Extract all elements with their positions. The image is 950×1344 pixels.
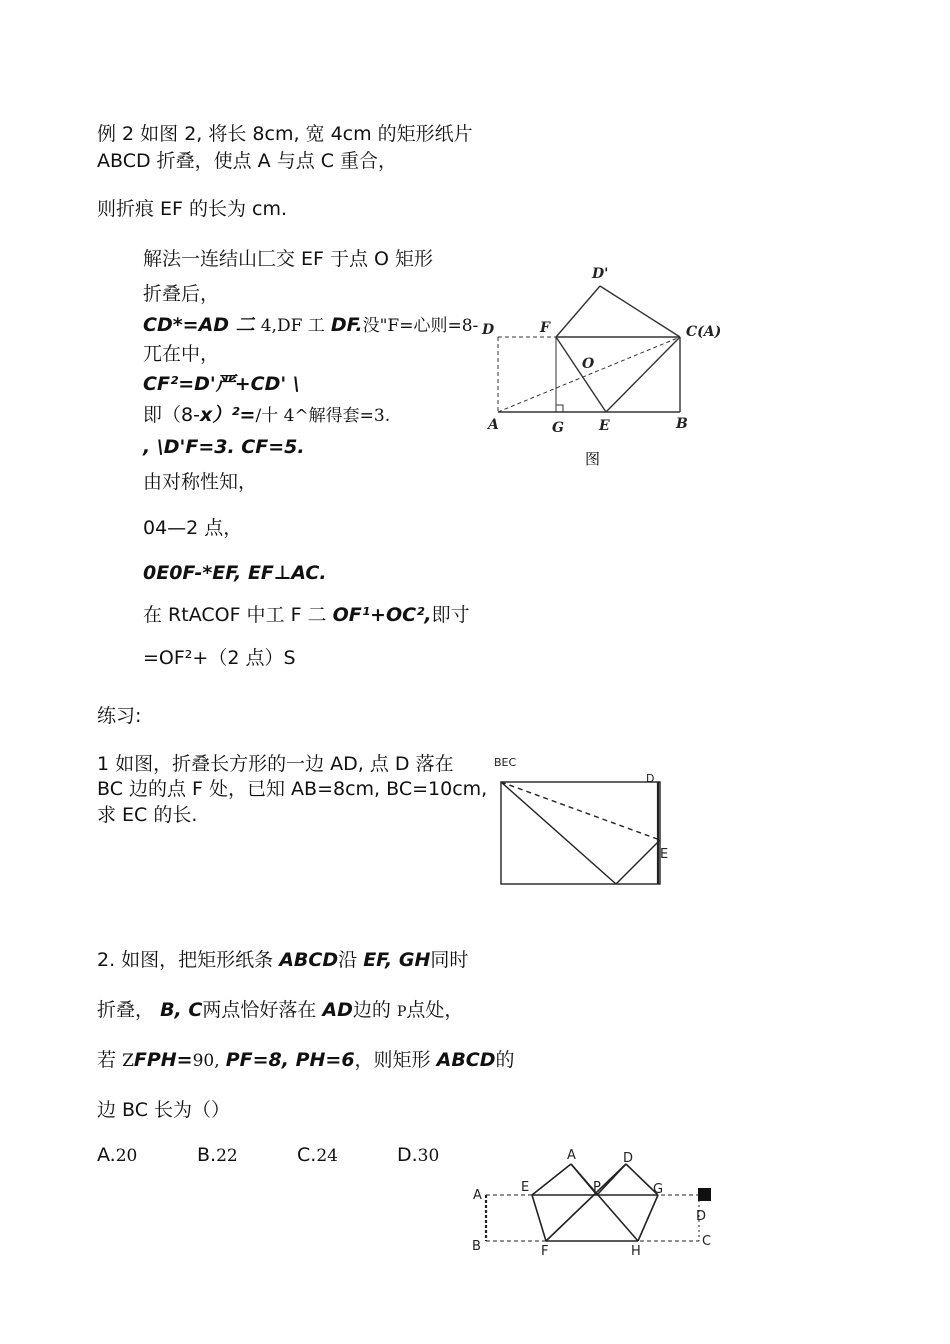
solution-line3-c: DF.: [330, 314, 363, 336]
solution-line11-a: 在 RtACOF 中工 F 二: [143, 604, 327, 626]
solution-line3-b: 4,DF 工: [260, 316, 325, 336]
example2-line2: ABCD 折叠，使点 A 与点 C 重合，: [97, 150, 398, 172]
fig1-label-a: A: [488, 417, 499, 433]
option-b-letter: B.: [197, 1144, 217, 1166]
fig3-label-b: B: [472, 1239, 481, 1254]
fig3-label-d-top: D: [623, 1151, 634, 1166]
option-d-value: 30: [417, 1146, 440, 1166]
practice-heading: 练习:: [97, 705, 142, 727]
option-a-value: 20: [115, 1146, 138, 1166]
q2-line3-a: 若: [97, 1049, 117, 1071]
option-c-value: 24: [316, 1146, 338, 1166]
fig3-label-c: C: [702, 1234, 712, 1249]
q2-line1-e: 同时: [430, 949, 469, 971]
q2-line2-c: 两点恰好落在: [202, 999, 317, 1021]
solution-line3-d: 没"F=心则=8-: [362, 316, 479, 336]
q1-line3: 求 EC 的长.: [97, 804, 198, 826]
solution-line12: =OF²+（2 点）S: [143, 647, 296, 669]
q2-line1-c: 沿: [338, 949, 358, 971]
q2-line1-a: 2. 如图，把矩形纸条: [97, 949, 274, 971]
fig3-label-a-top: A: [567, 1148, 576, 1163]
fig3-label-p: P: [593, 1180, 601, 1195]
solution-line2: 折叠后，: [143, 283, 220, 305]
figure-2-diagram: [490, 752, 680, 892]
option-b: [197, 1143, 238, 1168]
option-d-letter: D.: [397, 1144, 418, 1166]
solution-line6-a: 即（8-: [143, 404, 200, 426]
option-a: [97, 1143, 137, 1168]
fig1-label-o: O: [582, 356, 595, 372]
q2-line2-g: 点处，: [406, 999, 464, 1021]
fig3-label-f: F: [541, 1244, 549, 1259]
fig2-label-d: D: [646, 772, 655, 785]
q2-line2: [97, 998, 463, 1024]
q2-line1-b: ABCD: [279, 949, 339, 971]
solution-line1: 解法一连结山匚交 EF 于点 O 矩形: [143, 248, 434, 270]
solution-line3-a: CD*=AD 二: [143, 314, 255, 336]
figure-1-diagram: [480, 262, 740, 472]
q2-line1: [97, 948, 468, 972]
example2-line1: 例 2 如图 2, 将长 8cm, 宽 4cm 的矩形纸片: [97, 123, 473, 145]
q2-line2-d: AD: [322, 999, 353, 1021]
fig3-label-a-left: A: [473, 1188, 482, 1203]
q2-line3-c: FPH=: [133, 1049, 193, 1071]
q2-line4: 边 BC 长为（）: [97, 1099, 231, 1121]
solution-line6-c: /十 4^解得套=3.: [255, 406, 391, 426]
q2-line3-b: Z: [122, 1051, 134, 1071]
solution-line11-b: OF¹+OC²,: [332, 604, 432, 626]
q2-line3-g: ABCD: [436, 1049, 496, 1071]
solution-line9: 04—2 点，: [143, 517, 243, 539]
fig3-label-h: H: [631, 1244, 641, 1259]
fig3-label-d-right: D: [696, 1209, 707, 1224]
fig1-label-ca: C(A): [686, 324, 722, 340]
solution-line11-c: 即寸: [431, 604, 470, 626]
q2-line3-d: 90,: [192, 1051, 220, 1071]
q2-line3-h: 的: [495, 1049, 515, 1071]
fig3-label-g: G: [653, 1182, 664, 1197]
q2-line2-e: 边的: [352, 999, 391, 1021]
q2-line2-a: 折叠，: [97, 999, 155, 1021]
fig2-label-bec: BEC: [494, 756, 517, 769]
solution-line10: 0E0F-*EF, EF⊥AC.: [143, 562, 327, 584]
q1-line1: 1 如图，折叠长方形的一边 AD, 点 D 落在: [97, 753, 454, 775]
option-c-letter: C.: [297, 1144, 317, 1166]
fig1-label-b: B: [676, 416, 688, 432]
figure-3-diagram: [466, 1142, 726, 1267]
solution-line11: [143, 603, 470, 627]
fig1-label-g: G: [552, 420, 564, 436]
option-d: [397, 1143, 439, 1168]
q2-line3-e: PF=8, PH=6: [225, 1049, 355, 1071]
black-square-marker: [698, 1188, 711, 1201]
fig1-label-e: E: [599, 418, 610, 434]
option-a-letter: A.: [97, 1144, 116, 1166]
fig1-caption: 图: [585, 450, 601, 468]
fig3-label-e: E: [521, 1180, 530, 1195]
q2-line3: [97, 1048, 515, 1073]
option-b-value: 22: [216, 1146, 238, 1166]
fig1-label-dprime: D': [592, 266, 609, 282]
fig1-label-f: F: [540, 320, 550, 336]
q2-line1-d: EF, GH: [363, 949, 431, 971]
example2-line3: 则折痕 EF 的长为 cm.: [97, 198, 288, 220]
fig2-label-e: E: [660, 847, 669, 862]
solution-line4: 兀在中，: [143, 343, 220, 365]
q2-line3-f: ，则矩形: [354, 1049, 431, 1071]
q2-line2-b: B, C: [160, 999, 203, 1021]
fig1-label-d: D: [482, 322, 495, 338]
solution-line5: CF²=D'严+CD' \: [143, 373, 300, 395]
solution-line3: [143, 313, 478, 338]
solution-line6-b: x）²=: [199, 404, 256, 426]
solution-line7: , \D'F=3. CF=5.: [143, 436, 305, 458]
solution-line8: 由对称性知，: [143, 471, 258, 493]
q2-line2-f: P: [396, 1004, 407, 1020]
solution-line6: [143, 403, 390, 428]
q1-line2: BC 边的点 F 处，已知 AB=8cm, BC=10cm,: [97, 778, 488, 800]
option-c: [297, 1143, 338, 1168]
